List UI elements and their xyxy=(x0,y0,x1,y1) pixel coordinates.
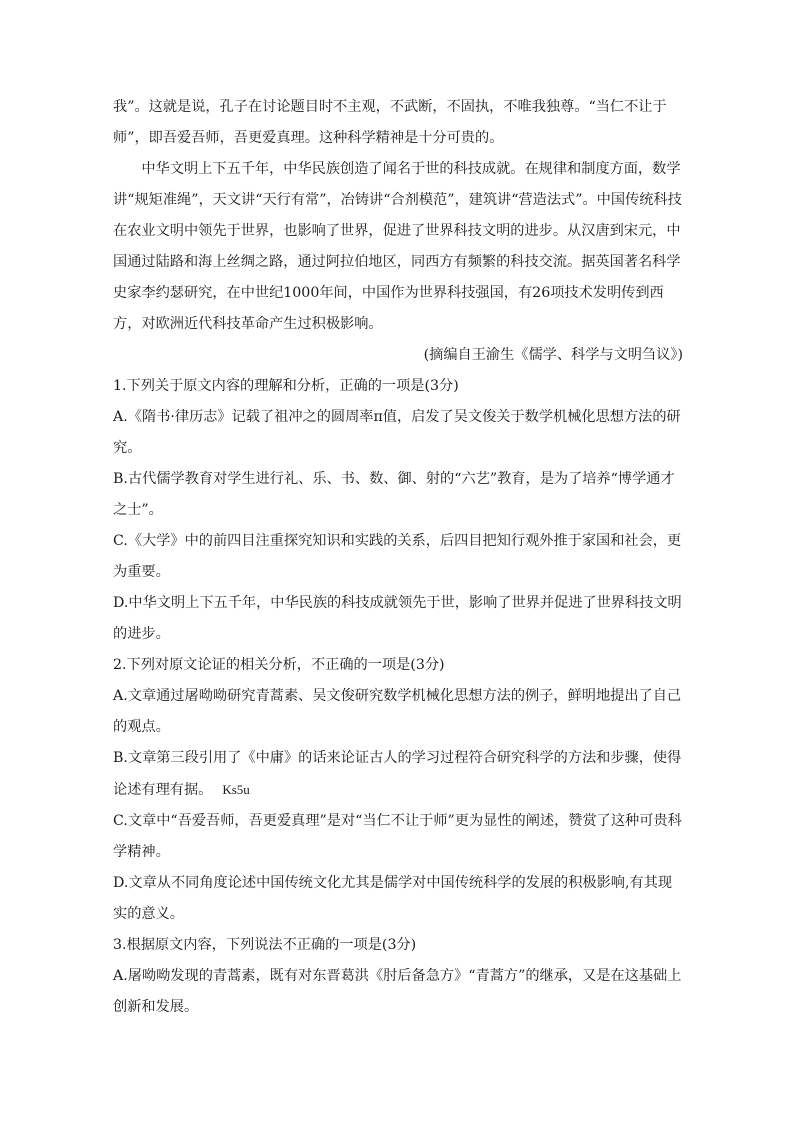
question-2-option-c: C.文章中“吾爱吾师，吾更爱真理”是对“当仁不让于师”更为显性的阐述，赞赏了这种可贵科学精神。 xyxy=(113,813,682,860)
passage-paragraph-1: 我”。这就是说，孔子在讨论题目时不主观，不武断，不固执，不唯我独尊。“当仁不让于师”，即吾爱吾师，吾更爱真理。这种科学精神是十分可贵的。 xyxy=(113,99,667,146)
exam-page xyxy=(113,92,683,1023)
question-3-option-a: A.屠呦呦发现的青蒿素，既有对东晋葛洪《肘后备急方》“青蒿方”的继承，又是在这基础上创新和发展。 xyxy=(113,968,682,1015)
question-2-option-d: D.文章从不同角度论述中国传统文化尤其是儒学对中国传统科学的发展的积极影响,有其现实的意义。 xyxy=(113,875,673,922)
question-2-option-b-text: B.文章第三段引用了《中庸》的话来论证古人的学习过程符合研究科学的方法和步骤，使得论述有理有据。 xyxy=(113,750,682,798)
question-2-stem: 2.下列对原文论证的相关分析，不正确的一项是(3分) xyxy=(113,657,445,673)
question-1-option-b: B.古代儒学教育对学生进行礼、乐、书、数、御、射的“六艺”教育，是为了培养“博学通才之士”。 xyxy=(113,471,675,518)
question-1-option-a: A.《隋书·律历志》记载了祖冲之的圆周率π值，启发了吴文俊关于数学机械化思想方法的研究。 xyxy=(113,409,681,456)
passage-source: (摘编自王渝生《儒学、科学与文明刍议》) xyxy=(423,347,683,363)
question-2-option-a: A.文章通过屠呦呦研究青蒿素、吴文俊研究数学机械化思想方法的例子，鲜明地提出了自己的观点。 xyxy=(113,688,682,735)
question-1-option-d: D.中华文明上下五千年，中华民族的科技成就领先于世，影响了世界并促进了世界科技文明的进步。 xyxy=(113,595,682,642)
question-1-stem: 1.下列关于原文内容的理解和分析，正确的一项是(3分) xyxy=(113,378,459,394)
watermark-ks5u: Ks5u xyxy=(222,782,250,797)
passage-paragraph-2: 中华文明上下五千年，中华民族创造了闻名于世的科技成就。在规律和制度方面，数学讲“规矩准绳”，天文讲“天行有常”，冶铸讲“合剂模范”，建筑讲“营造法式”。中国传统科技在农业文明中领先于世界，也影响了世界，促进了世界科技文明的进步。从汉唐到宋元，中国通过陆路和海上丝绸之路，通过阿拉伯地区，同西方有频繁的科技交流。据英国著名科学史家李约瑟研究，在中世纪1000年间，中国作为世界科技强国，有26项技术发明传到西方，对欧洲近代科技革命产生过积极影响。 xyxy=(113,161,682,332)
question-2-option-b xyxy=(113,743,683,806)
question-1-option-c: C.《大学》中的前四目注重探究知识和实践的关系，后四目把知行观外推于家国和社会，更为重要。 xyxy=(113,533,682,580)
question-3-stem: 3.根据原文内容，下列说法不正确的一项是(3分) xyxy=(113,937,417,953)
